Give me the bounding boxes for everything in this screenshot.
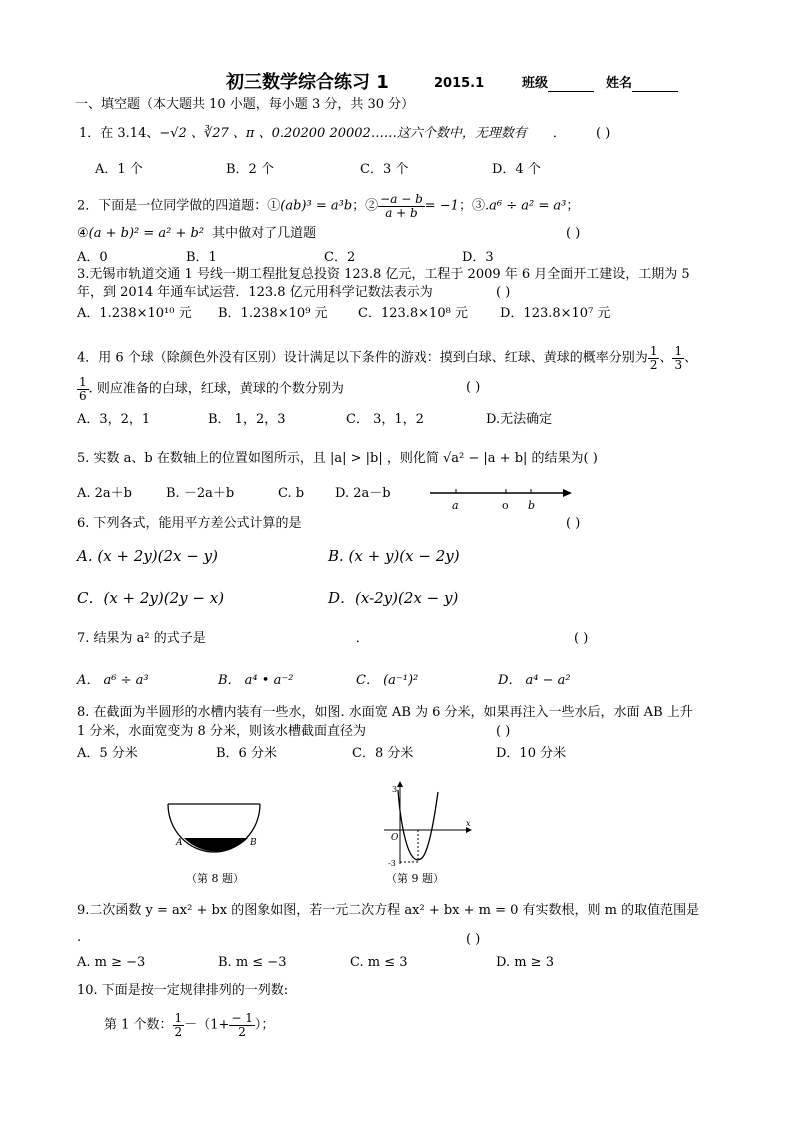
q6-stem: 6. 下列各式，能用平方差公式计算的是 [77, 516, 302, 531]
q10-fraction-1-num: 1 [174, 1011, 183, 1025]
q7-option-b: B． a⁴ • a⁻² [218, 673, 294, 688]
q4-fraction-1 [648, 345, 660, 371]
q8-line1: 8. 在截面为半圆形的水槽内装有一些水，如图. 水面宽 AB 为 6 分米，如果再注入一些水后，水面 AB 上升 [77, 705, 693, 720]
q2-sep-1: ；② [352, 198, 379, 214]
q4-fraction-3-num: 1 [79, 375, 87, 389]
q2-answer-paren: ( ) [566, 226, 581, 241]
q4-sep-1: 、 [659, 350, 673, 366]
q2-expr-2-den: a + b [385, 205, 418, 220]
q6-option-a: A. (x + 2y)(2x − y) [77, 547, 218, 565]
name-blank [632, 77, 678, 92]
q4-sep-2: 、 [684, 350, 698, 366]
q4-answer-paren: ( ) [466, 380, 481, 395]
q4-fraction-2 [672, 345, 684, 371]
q2-expr-2-num: −a − b [380, 192, 423, 206]
q1-option-c: C．3 个 [360, 162, 409, 177]
number-line-figure [428, 484, 574, 512]
q6-option-c: C．(x + 2y)(2y − x) [77, 589, 225, 607]
q3-option-b: B．1.238×10⁹ 元 [218, 306, 328, 321]
q1-option-a: A．1 个 [95, 162, 143, 177]
water-region [184, 838, 248, 852]
q2-option-c: C．2 [324, 250, 356, 265]
q8-option-b: B．6 分米 [216, 746, 277, 761]
q2-expr-2-fraction [378, 193, 425, 219]
page-title: 初三数学综合练习 1 [226, 72, 389, 93]
origin-label: O [391, 833, 399, 843]
q10-fraction-1 [173, 1012, 185, 1038]
q3-option-c: C．123.8×10⁸ 元 [358, 306, 468, 321]
q10-item-label: 第 1 个数： [104, 1017, 173, 1033]
q10-stem: 10. 下面是按一定规律排列的一列数: [77, 983, 289, 998]
x-axis-label: x [466, 819, 471, 828]
q8-answer-paren: ( ) [496, 724, 511, 739]
q1-answer-paren: ( ) [596, 126, 611, 141]
q10-fraction-1-den: 2 [174, 1024, 183, 1039]
y-label-neg3: -3 [388, 859, 396, 868]
q1-stem-b: −√2 、∛27 、π 、0.20200 20002……这六个数中，无理数有 [159, 126, 527, 141]
q3-line2: 年，到 2014 年通车试运营．123.8 亿元用科学记数法表示为 [77, 285, 433, 300]
q9-option-d: D. m ≥ 3 [496, 955, 554, 970]
point-b-label: B [250, 838, 257, 848]
class-field [522, 76, 594, 92]
axis-label-a: a [452, 499, 459, 512]
q2-expr-4: (a + b)² = a² + b² [88, 226, 205, 241]
section-heading: 一、填空题（本大题共 10 小题，每小题 3 分，共 30 分） [75, 97, 415, 112]
class-label: 班级 [522, 76, 549, 91]
number-line-arrow [563, 489, 572, 497]
q9-option-a: A. m ≥ −3 [77, 955, 146, 970]
q3-answer-paren: ( ) [496, 285, 511, 300]
q1-dot: ． [552, 126, 566, 141]
q4-line2 [77, 376, 344, 402]
q6-option-d: D．(x-2y)(2x − y) [328, 589, 459, 607]
q10-fraction-2-den: 2 [238, 1024, 246, 1039]
q2-line2 [77, 226, 316, 242]
name-label: 姓名 [606, 76, 633, 91]
q4-fraction-1-den: 2 [649, 357, 658, 372]
q5-option-c: C. b [278, 486, 305, 501]
fig8-caption: （第 8 题） [186, 872, 244, 885]
q8-option-d: D．10 分米 [496, 746, 567, 761]
y-label-3: 3 [392, 785, 398, 794]
q5-stem: 5. 实数 a、b 在数轴上的位置如图所示，且 |a| > |b| ，则化简 √a² − |a + b| 的结果为( ) [77, 451, 598, 466]
q4-fraction-2-den: 3 [674, 357, 683, 372]
q4-line1 [77, 345, 697, 371]
q7-stem [77, 631, 369, 647]
q4-line1-text: 4．用 6 个球（除颜色外没有区别）设计满足以下条件的游戏：摸到白球、红球、黄球的概率分别为 [77, 350, 648, 366]
q10-mid: －（1+ [184, 1017, 230, 1033]
q2-expr-1: (ab)³ = a³b [280, 198, 353, 214]
q2-line2-a: ④ [77, 226, 89, 241]
q7-option-d: D． a⁴ − a² [498, 673, 571, 688]
q7-option-c: C． (a⁻¹)² [356, 673, 419, 688]
q6-answer-paren: ( ) [566, 516, 581, 531]
q10-item-1 [104, 1012, 274, 1038]
q5-option-d: D. 2a－b [335, 486, 391, 501]
q9-stem: 9.二次函数 y = ax² + bx 的图象如图，若一元二次方程 ax² + bx + m = 0 有实数根，则 m 的取值范围是 [77, 903, 700, 918]
q1-stem-a: 1．在 3.14、 [79, 126, 160, 141]
q3-line1: 3.无锡市轨道交通 1 号线一期工程批复总投资 123.8 亿元，工程于 2009 年 6 月全面开工建设，工期为 5 [77, 267, 690, 282]
q2-option-d: D．3 [462, 250, 494, 265]
q4-option-a: A．3，2，1 [77, 412, 151, 427]
q5-option-b: B. －2a＋b [166, 486, 235, 501]
q9-dot: . [77, 930, 82, 945]
trough-figure [164, 800, 266, 860]
q7-dot: ． [355, 631, 369, 646]
q2-stem-a: 2．下面是一位同学做的四道题：① [77, 198, 281, 214]
q4-option-b: B． 1，2，3 [208, 412, 286, 427]
q7-stem-text: 7. 结果为 a² 的式子是 [77, 631, 206, 646]
class-blank [548, 77, 594, 92]
q2-sep-2: ；③ [458, 198, 485, 214]
q1-option-b: B．2 个 [226, 162, 274, 177]
q8-option-c: C．8 分米 [352, 746, 414, 761]
q3-option-a: A．1.238×10¹⁰ 元 [77, 306, 192, 321]
q3-option-d: D．123.8×10⁷ 元 [500, 306, 611, 321]
q9-answer-paren: ( ) [466, 932, 481, 947]
y-axis-arrow [397, 781, 403, 787]
axis-label-o: o [502, 499, 509, 512]
q4-option-c: C． 3，1，2 [346, 412, 424, 427]
q8-option-a: A．5 分米 [77, 746, 138, 761]
q10-fraction-2 [229, 1012, 255, 1038]
q2-option-a: A．0 [77, 250, 108, 265]
q2-expr-2-rhs: = −1 [424, 198, 459, 214]
q10-end: ）； [254, 1017, 275, 1033]
q2-line2-b: 其中做对了几道题 [212, 226, 317, 241]
parabola-curve [398, 790, 438, 860]
point-a-label: A [176, 838, 183, 848]
q4-fraction-2-num: 1 [674, 344, 683, 358]
q4-option-d: D.无法确定 [486, 412, 553, 427]
q10-fraction-2-num: − 1 [231, 1011, 253, 1025]
q9-option-c: C. m ≤ 3 [350, 955, 408, 970]
q4-fraction-3-den: 6 [79, 388, 87, 403]
q2-expr-3: .a⁶ ÷ a² = a³ [484, 198, 567, 214]
exam-date: 2015.1 [434, 76, 485, 91]
q6-option-b: B. (x + y)(x − 2y) [328, 547, 460, 565]
axis-label-b: b [528, 499, 536, 512]
q4-fraction-3 [77, 376, 89, 402]
q5-option-a: A. 2a＋b [77, 486, 132, 501]
q4-fraction-1-num: 1 [649, 344, 658, 358]
parabola-figure [380, 778, 476, 870]
fig9-caption: （第 9 题） [386, 872, 444, 885]
q7-option-a: A． a⁶ ÷ a³ [77, 673, 149, 688]
q2-option-b: B．1 [186, 250, 217, 265]
q2-stem [77, 193, 579, 219]
q2-sep-3: ； [566, 198, 580, 214]
q7-answer-paren: ( ) [574, 631, 589, 646]
q9-option-b: B. m ≤ −3 [218, 955, 287, 970]
q8-line2: 1 分米，水面宽变为 8 分米，则该水槽截面直径为 [77, 724, 366, 739]
q1-option-d: D．4 个 [492, 162, 541, 177]
q4-line2-text: . 则应准备的白球，红球，黄球的个数分别为 [88, 381, 344, 397]
q1-stem [79, 126, 566, 142]
name-field [606, 76, 678, 92]
